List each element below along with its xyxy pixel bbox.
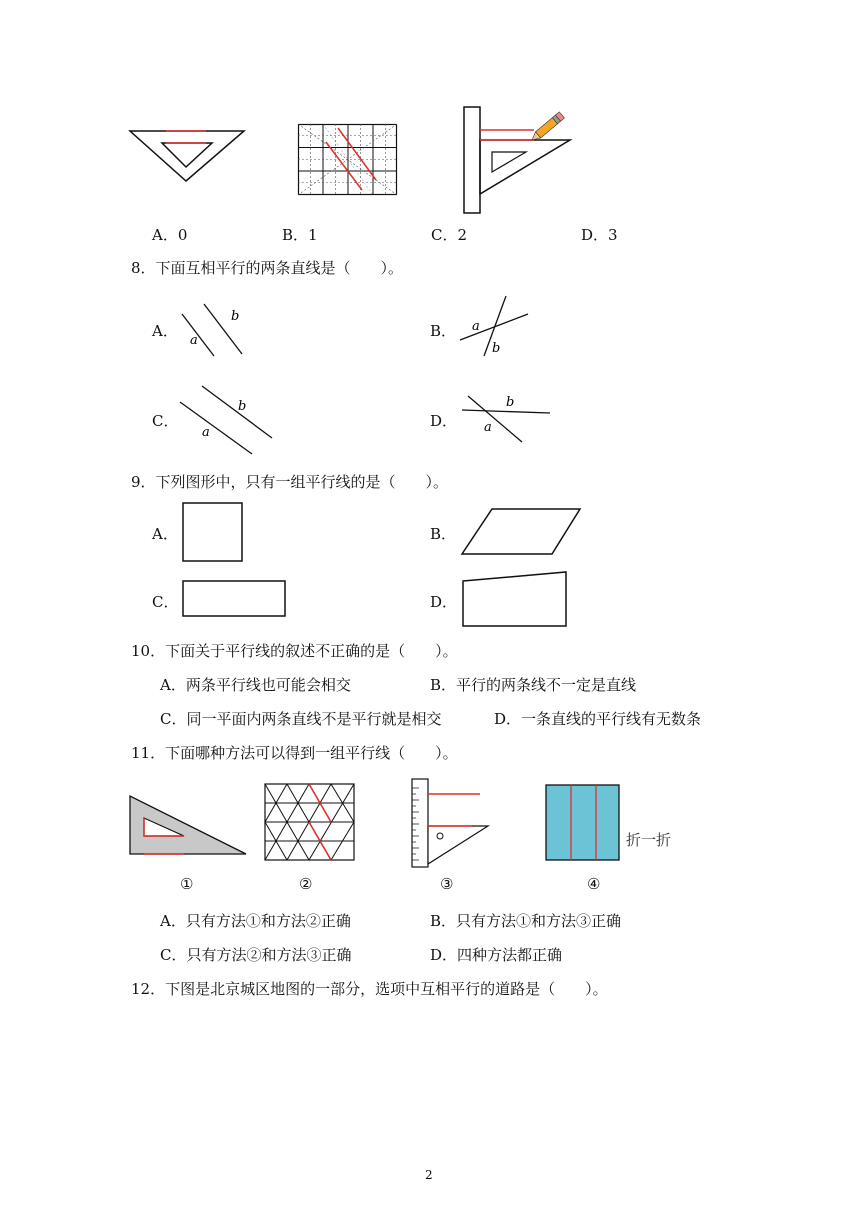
line-label-b: b: [238, 399, 247, 414]
q8-figure-d: [460, 392, 554, 444]
q8-option-d[interactable]: D．: [430, 412, 458, 430]
q11-figure-2-triangle-grid: [264, 783, 356, 861]
q8-figure-a: [178, 300, 258, 362]
q7-figure-ruler-set-square: [462, 106, 574, 216]
q11-stem: 11．下面哪种方法可以得到一组平行线（ ）。: [131, 744, 458, 762]
line-label-b: b: [231, 309, 240, 324]
q11-option-a[interactable]: A．只有方法①和方法②正确: [160, 912, 351, 930]
q7-figure-grid-paper: [298, 124, 398, 196]
q11-option-d[interactable]: D．四种方法都正确: [430, 946, 563, 964]
pencil-icon: [529, 112, 564, 143]
q9-option-a[interactable]: A．: [152, 525, 178, 543]
q9-figure-trapezoid: [461, 570, 569, 628]
q8-figure-c: [178, 384, 278, 456]
q8-stem: 8．下面互相平行的两条直线是（ ）。: [131, 259, 404, 277]
q8-figure-b: [458, 294, 534, 360]
q11-figure-3-ruler-set-square: [410, 778, 494, 870]
q11-option-b[interactable]: B．只有方法①和方法③正确: [430, 912, 622, 930]
q9-option-d[interactable]: D．: [430, 593, 458, 611]
q10-option-c[interactable]: C．同一平面内两条直线不是平行就是相交: [160, 710, 442, 728]
q7-option-d[interactable]: D．3: [581, 226, 618, 244]
q10-option-d[interactable]: D．一条直线的平行线有无数条: [494, 710, 702, 728]
q11-figure-label-3: ③: [440, 875, 454, 893]
q11-figure-label-4: ④: [587, 875, 601, 893]
line-label-a: a: [472, 319, 480, 334]
line-label-b: b: [506, 395, 515, 410]
q11-figure-4-folded-paper: [545, 784, 621, 862]
q7-figure-triangle-ruler: [128, 125, 248, 185]
q7-option-c[interactable]: C．2: [431, 226, 468, 244]
q9-figure-parallelogram: [460, 507, 584, 557]
q11-fold-label: 折一折: [626, 831, 672, 849]
q9-figure-square: [182, 502, 244, 562]
page-number: 2: [425, 1168, 433, 1182]
q10-option-a[interactable]: A．两条平行线也可能会相交: [160, 676, 351, 694]
q7-option-b[interactable]: B．1: [282, 226, 318, 244]
line-label-a: a: [484, 420, 492, 435]
q7-option-a[interactable]: A．0: [152, 226, 188, 244]
q9-option-c[interactable]: C．: [152, 593, 179, 611]
q8-option-a[interactable]: A．: [152, 322, 178, 340]
q8-option-c[interactable]: C．: [152, 412, 179, 430]
line-label-b: b: [492, 341, 501, 356]
q11-figure-1-set-square: [128, 794, 250, 858]
line-label-a: a: [190, 333, 198, 348]
q9-option-b[interactable]: B．: [430, 525, 457, 543]
q11-figure-label-1: ①: [180, 875, 194, 893]
line-label-a: a: [202, 425, 210, 440]
q9-stem: 9．下列图形中，只有一组平行线的是（ ）。: [131, 473, 449, 491]
q12-stem: 12．下图是北京城区地图的一部分，选项中互相平行的道路是（ ）。: [131, 980, 608, 998]
q9-figure-rectangle: [182, 580, 288, 618]
q8-option-b[interactable]: B．: [430, 322, 457, 340]
q11-figure-label-2: ②: [299, 875, 313, 893]
q11-option-c[interactable]: C．只有方法②和方法③正确: [160, 946, 352, 964]
q10-stem: 10．下面关于平行线的叙述不正确的是（ ）。: [131, 642, 458, 660]
q10-option-b[interactable]: B．平行的两条线不一定是直线: [430, 676, 637, 694]
